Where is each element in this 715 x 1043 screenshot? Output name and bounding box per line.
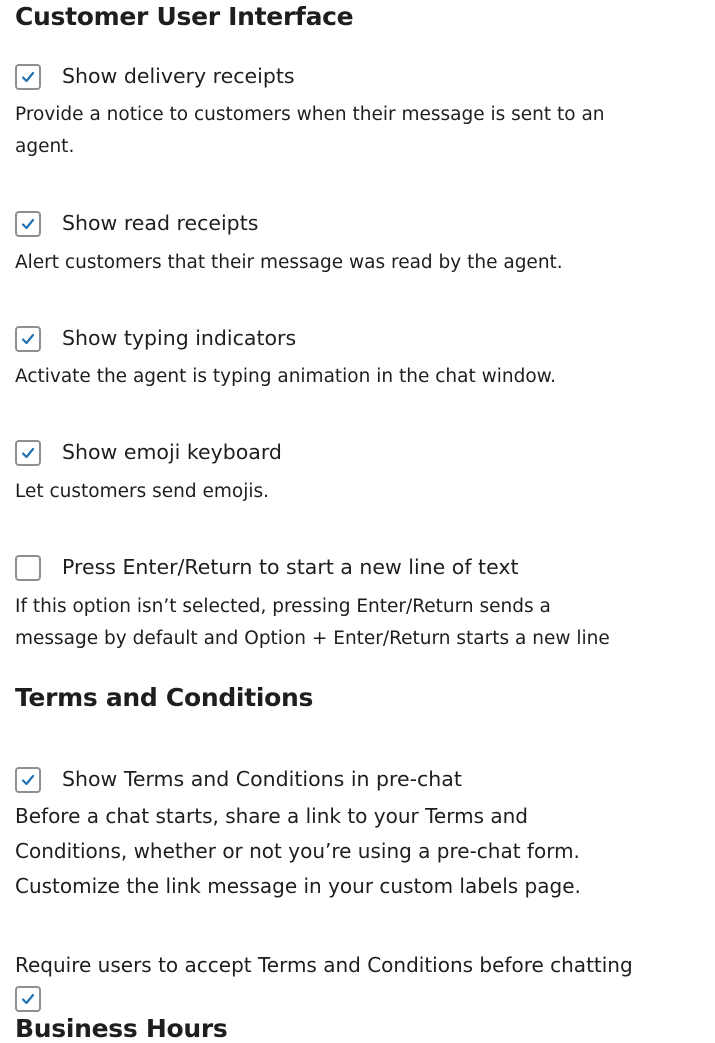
delivery-receipts-label[interactable]: Show delivery receipts xyxy=(62,64,295,88)
section-heading-customer-ui: Customer User Interface xyxy=(15,2,354,31)
terms-prechat-description-cont2: Customize the link message in your custom labels page. xyxy=(15,874,581,898)
checkmark-icon xyxy=(21,217,35,231)
delivery-receipts-checkbox[interactable] xyxy=(15,64,41,90)
checkmark-icon xyxy=(21,70,35,84)
terms-prechat-description: Before a chat starts, share a link to your Terms and xyxy=(15,804,528,828)
typing-indicators-description: Activate the agent is typing animation in the chat window. xyxy=(15,366,556,387)
enter-new-line-checkbox[interactable] xyxy=(15,555,41,581)
require-accept-checkbox[interactable] xyxy=(15,986,41,1012)
terms-prechat-description-cont: Conditions, whether or not you’re using a pre-chat form. xyxy=(15,839,580,863)
emoji-keyboard-label[interactable]: Show emoji keyboard xyxy=(62,440,282,464)
typing-indicators-checkbox[interactable] xyxy=(15,326,41,352)
terms-prechat-checkbox[interactable] xyxy=(15,767,41,793)
read-receipts-description: Alert customers that their message was read by the agent. xyxy=(15,252,563,273)
emoji-keyboard-description: Let customers send emojis. xyxy=(15,481,270,502)
delivery-receipts-description: Provide a notice to customers when their message is sent to an xyxy=(15,104,605,125)
checkmark-icon xyxy=(21,992,35,1006)
typing-indicators-label[interactable]: Show typing indicators xyxy=(62,326,297,350)
read-receipts-checkbox[interactable] xyxy=(15,211,41,237)
enter-new-line-description: If this option isn’t selected, pressing Enter/Return sends a xyxy=(15,596,551,617)
terms-prechat-label[interactable]: Show Terms and Conditions in pre-chat xyxy=(62,767,462,791)
read-receipts-label[interactable]: Show read receipts xyxy=(62,211,259,235)
enter-new-line-label[interactable]: Press Enter/Return to start a new line of text xyxy=(62,555,519,579)
section-heading-next: Business Hours xyxy=(15,1014,228,1043)
section-heading-terms: Terms and Conditions xyxy=(15,683,314,712)
enter-new-line-description-cont: message by default and Option + Enter/Return starts a new line xyxy=(15,628,610,649)
checkmark-icon xyxy=(21,446,35,460)
checkmark-icon xyxy=(21,773,35,787)
emoji-keyboard-checkbox[interactable] xyxy=(15,440,41,466)
checkmark-icon xyxy=(21,332,35,346)
delivery-receipts-description-cont: agent. xyxy=(15,136,75,157)
require-accept-label[interactable]: Require users to accept Terms and Conditions before chatting xyxy=(15,953,633,977)
